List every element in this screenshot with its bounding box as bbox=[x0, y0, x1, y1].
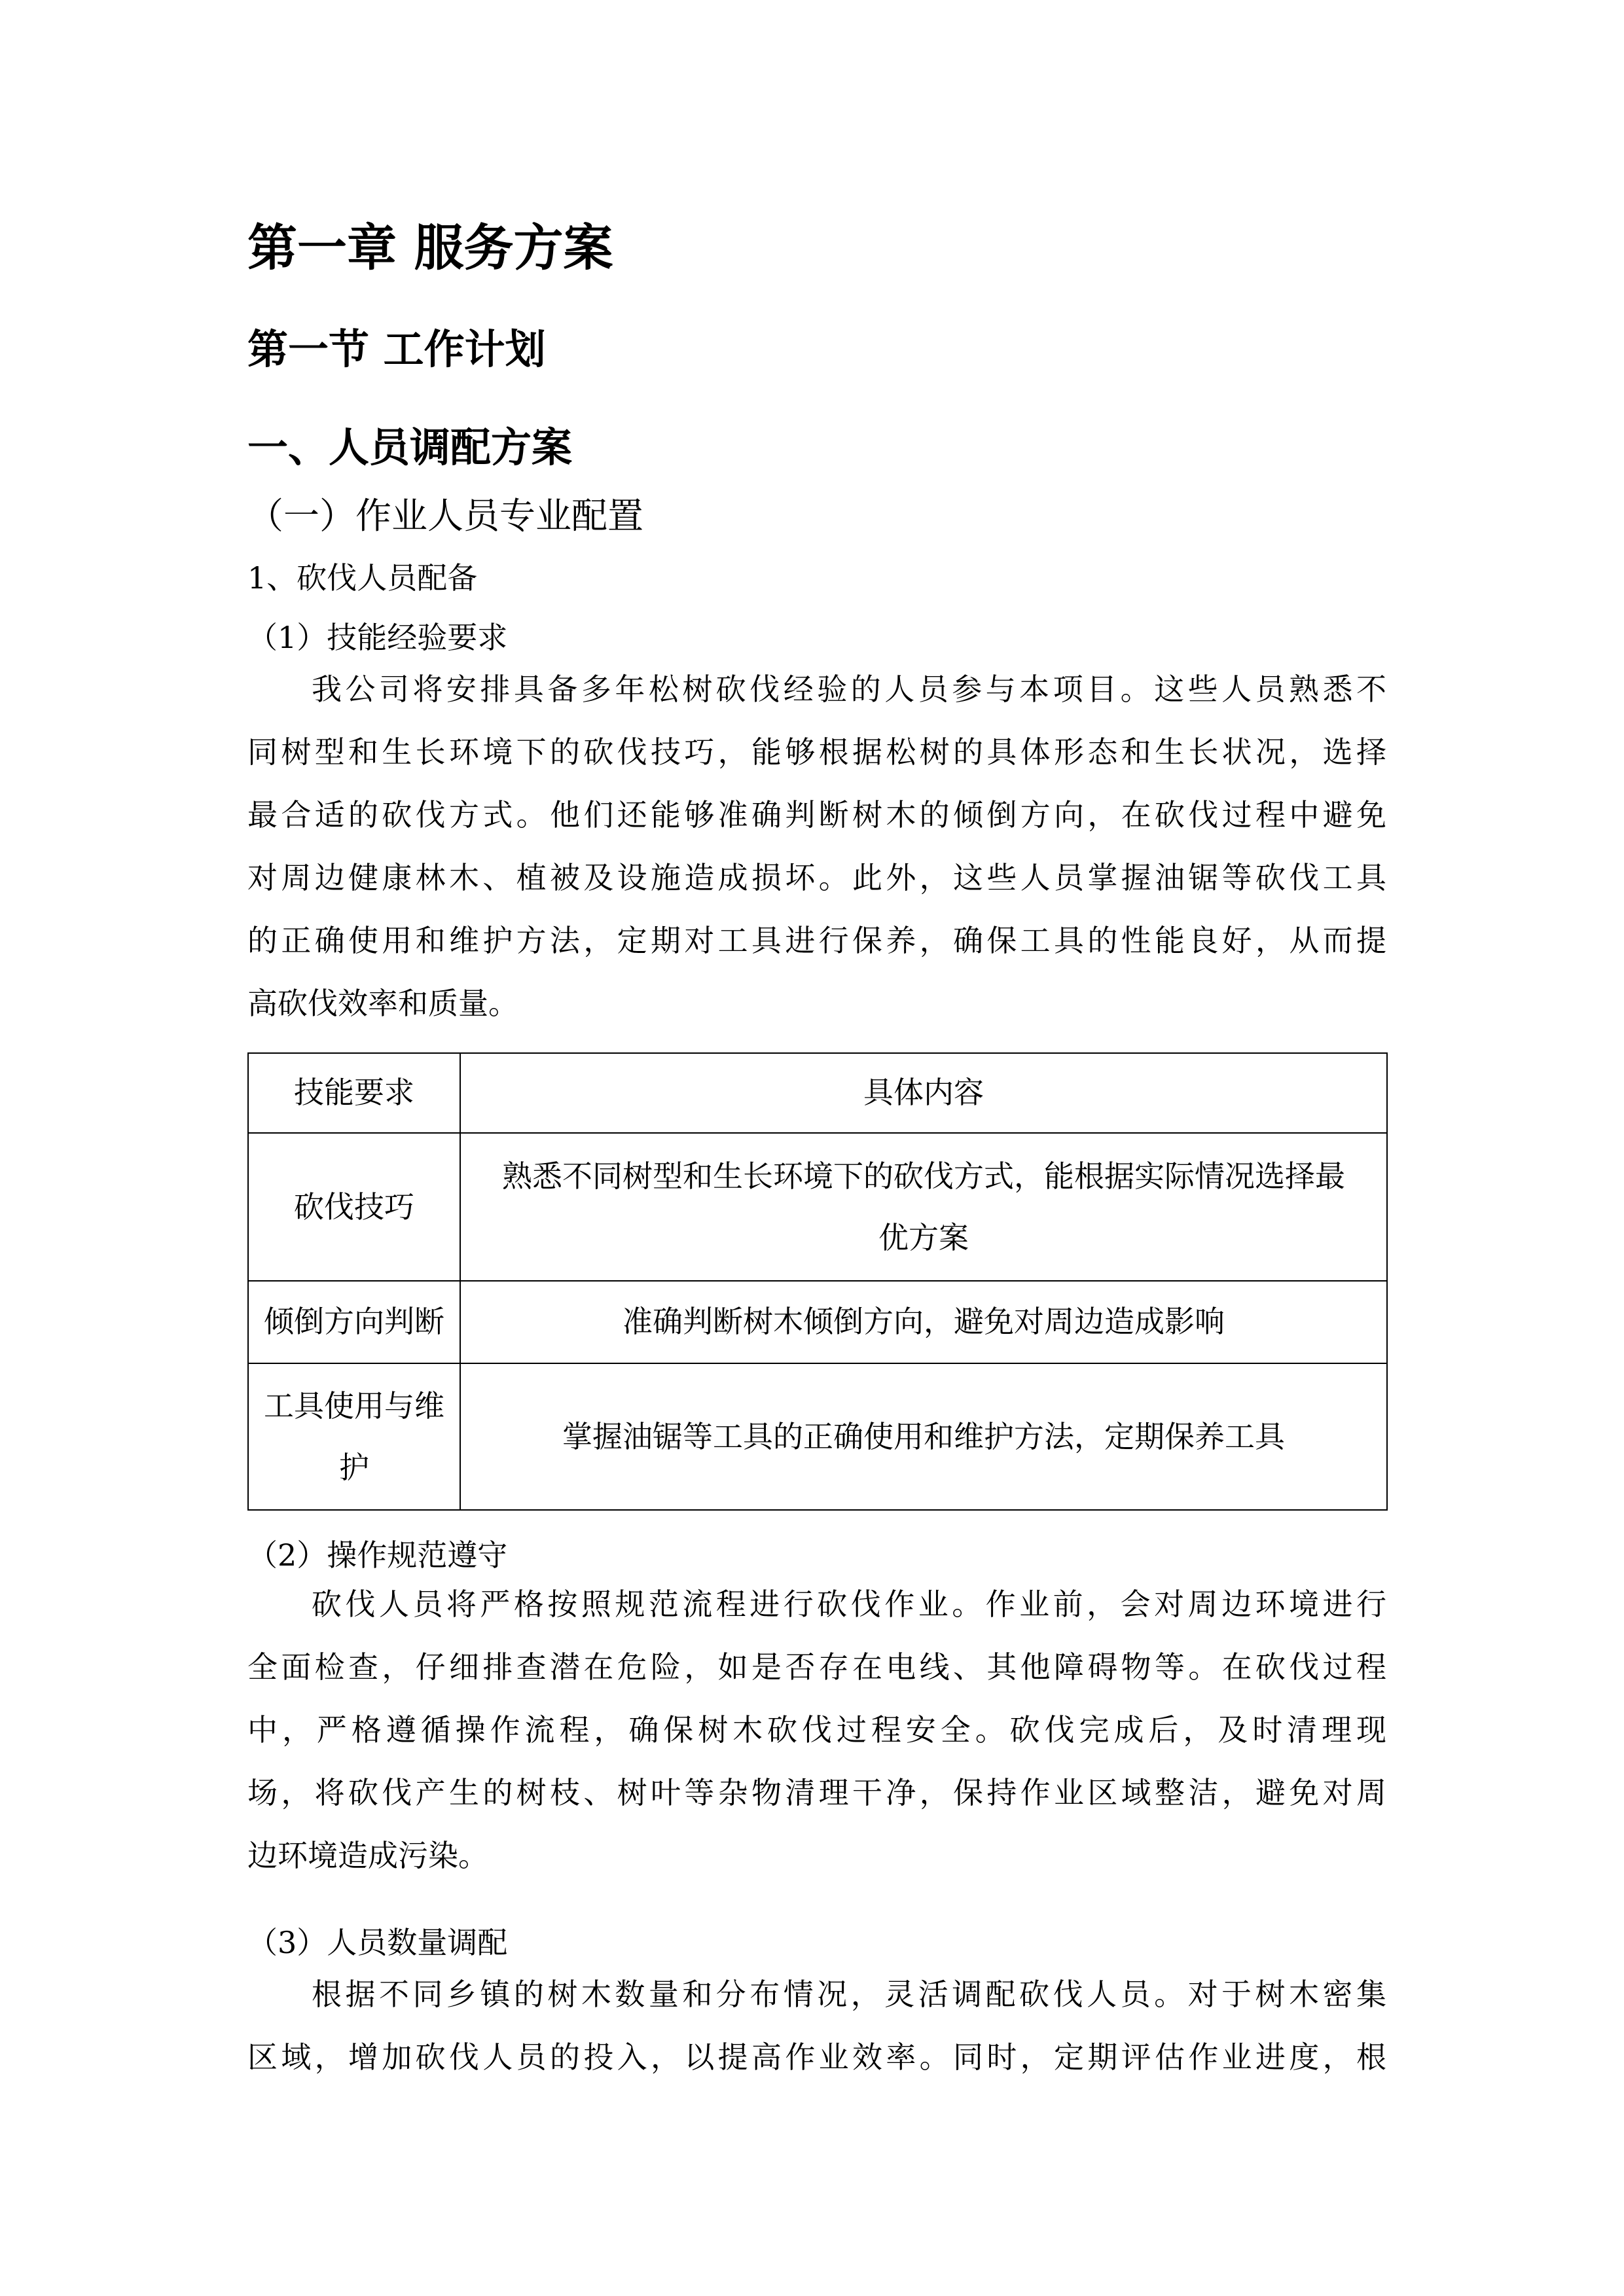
table-cell bbox=[460, 1133, 1387, 1281]
item-subheading: （3）人员数量调配 bbox=[247, 1925, 508, 1960]
table-cell-line: 优方案 bbox=[878, 1220, 969, 1255]
paragraph-line: 边环境造成污染。 bbox=[247, 1838, 488, 1873]
sub-subsection-title: （一）作业人员专业配置 bbox=[247, 495, 644, 537]
paragraph-line: 根据不同乡镇的树木数量和分布情况，灵活调配砍伐人员。对于树木密集 bbox=[312, 1977, 1386, 2012]
table-row bbox=[248, 1133, 1387, 1281]
table-cell: 准确判断树木倾倒方向，避免对周边造成影响 bbox=[460, 1281, 1387, 1363]
item-subheading: （2）操作规范遵守 bbox=[247, 1537, 508, 1573]
paragraph-line: 区域，增加砍伐人员的投入，以提高作业效率。同时，定期评估作业进度，根 bbox=[247, 2039, 1386, 2075]
subsection-title: 一、人员调配方案 bbox=[247, 423, 573, 471]
table-cell: 掌握油锯等工具的正确使用和维护方法，定期保养工具 bbox=[460, 1363, 1387, 1510]
paragraph-line: 对周边健康林木、植被及设施造成损坏。此外，这些人员掌握油锯等砍伐工具 bbox=[247, 860, 1386, 895]
paragraph-line: 全面检查，仔细排查潜在危险，如是否存在电线、其他障碍物等。在砍伐过程 bbox=[247, 1649, 1386, 1685]
paragraph-line: 我公司将安排具备多年松树砍伐经验的人员参与本项目。这些人员熟悉不 bbox=[312, 672, 1386, 707]
paragraph-line: 同树型和生长环境下的砍伐技巧，能够根据松树的具体形态和生长状况，选择 bbox=[247, 734, 1386, 770]
table-cell-line: 工具使用与维 bbox=[264, 1388, 444, 1424]
item-subheading: （1）技能经验要求 bbox=[247, 620, 508, 655]
table-cell: 倾倒方向判断 bbox=[248, 1281, 460, 1363]
paragraph-line: 最合适的砍伐方式。他们还能够准确判断树木的倾倒方向，在砍伐过程中避免 bbox=[247, 797, 1386, 833]
table-header-cell: 技能要求 bbox=[248, 1053, 460, 1133]
table-header-row bbox=[248, 1053, 1387, 1133]
paragraph-line: 高砍伐效率和质量。 bbox=[247, 986, 518, 1021]
table-cell: 砍伐技巧 bbox=[248, 1133, 460, 1281]
table-cell-line: 熟悉不同树型和生长环境下的砍伐方式，能根据实际情况选择最 bbox=[502, 1158, 1345, 1194]
table-row bbox=[248, 1363, 1387, 1510]
chapter-title: 第一章 服务方案 bbox=[247, 219, 613, 277]
paragraph-line: 中，严格遵循操作流程，确保树木砍伐过程安全。砍伐完成后，及时清理现 bbox=[247, 1712, 1386, 1748]
table-header-cell: 具体内容 bbox=[460, 1053, 1387, 1133]
paragraph-line: 场，将砍伐产生的树枝、树叶等杂物清理干净，保持作业区域整洁，避免对周 bbox=[247, 1775, 1386, 1810]
table-cell-line: 护 bbox=[339, 1450, 369, 1485]
table-row bbox=[248, 1281, 1387, 1363]
skills-table bbox=[247, 1052, 1388, 1511]
paragraph-line: 砍伐人员将严格按照规范流程进行砍伐作业。作业前，会对周边环境进行 bbox=[312, 1587, 1386, 1622]
section-title: 第一节 工作计划 bbox=[247, 325, 546, 373]
paragraph-line: 的正确使用和维护方法，定期对工具进行保养，确保工具的性能良好，从而提 bbox=[247, 923, 1386, 958]
item-heading: 1、砍伐人员配备 bbox=[247, 560, 478, 596]
table-cell bbox=[248, 1363, 460, 1510]
